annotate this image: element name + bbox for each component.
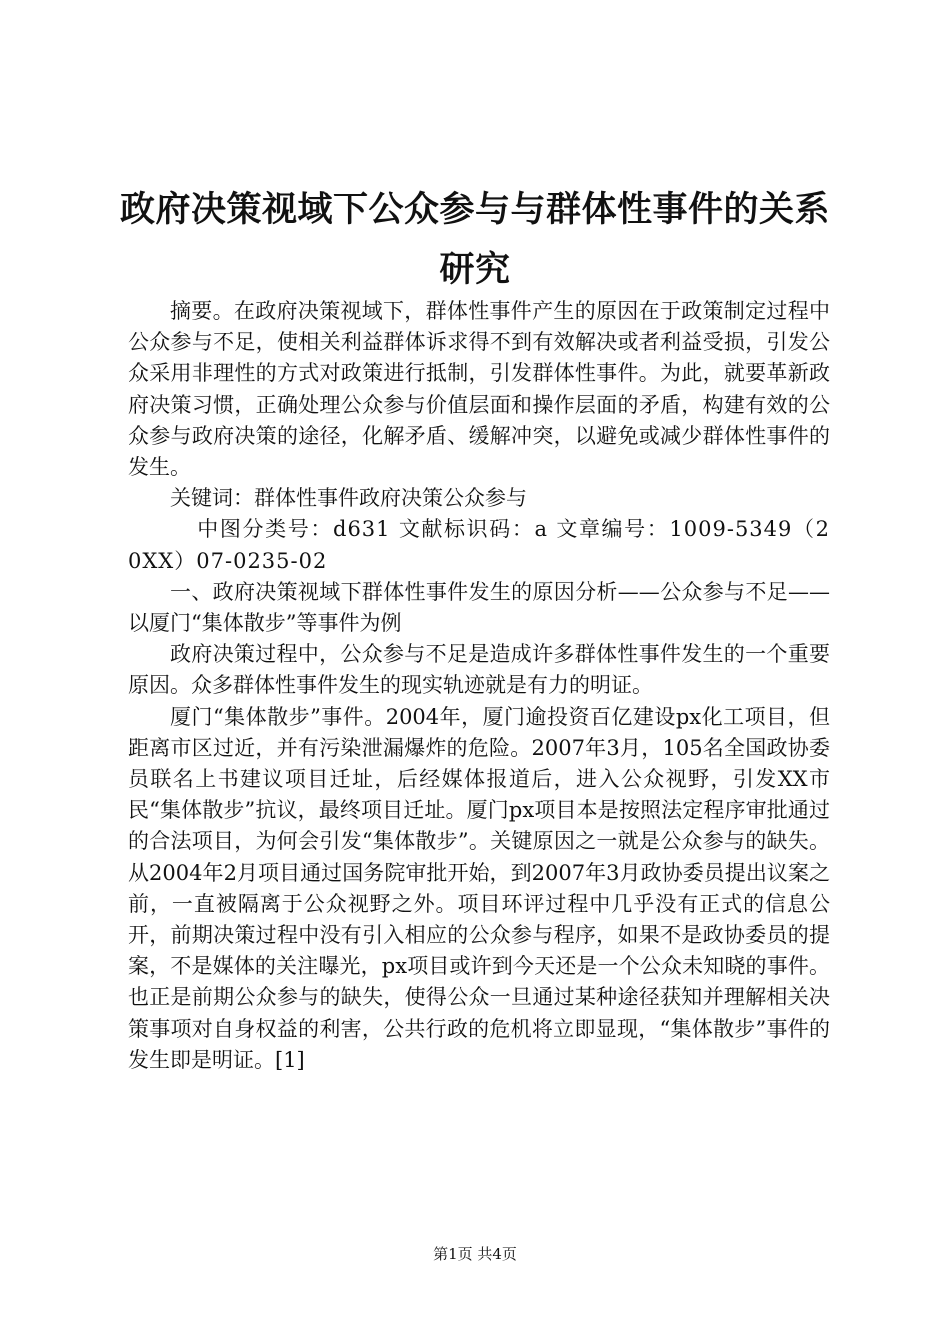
body-paragraph: 厦门“集体散步”事件。2004年，厦门逾投资百亿建设px化工项目，但距离市区过近，并有污染泄漏爆炸的危险。2007年3月，105名全国政协委员联名上书建议项目迁址，后经媒体报道后，进入公众视野，引发XX市民“集体散步”抗议，最终项目迁址。厦门px项目本是按照法定程序审批通过的合法项目，为何会引发“集体散步”。关键原因之一就是公众参与的缺失。从2004年2月项目通过国务院审批开始，到2007年3月政协委员提出议案之前，一直被隔离于公众视野之外。项目环评过程中几乎没有正式的信息公开，前期决策过程中没有引入相应的公众参与程序，如果不是政协委员的提案，不是媒体的关注曝光，px项目或许到今天还是一个公众未知晓的事件。也正是前期公众参与的缺失，使得公众一旦通过某种途径获知并理解相关决策事项对自身权益的利害，公共行政的危机将立即显现，“集体散步”事件的发生即是明证。[1] — [128, 704, 830, 1072]
abstract-paragraph: 摘要。在政府决策视域下，群体性事件产生的原因在于政策制定过程中公众参与不足，使相关利益群体诉求得不到有效解决或者利益受损，引发公众采用非理性的方式对政策进行抵制，引发群体性事件。为此，就要革新政府决策习惯，正确处理公众参与价值层面和操作层面的矛盾，构建有效的公众参与政府决策的途径，化解矛盾、缓解冲突，以避免或减少群体性事件的发生。 — [128, 299, 830, 480]
keywords-paragraph: 关键词：群体性事件政府决策公众参与 — [170, 486, 527, 511]
document-title-line-1: 政府决策视域下公众参与与群体性事件的关系 — [119, 189, 830, 230]
section-heading: 一、政府决策视域下群体性事件发生的原因分析——公众参与不足——以厦门“集体散步”等事件为例 — [128, 579, 830, 636]
classification-paragraph: 中图分类号：d631 文献标识码：a 文章编号：1009-5349（20XX）07-0235-02 — [128, 517, 830, 573]
document-body — [128, 296, 830, 1076]
document-title-line-2: 研究 — [439, 249, 511, 290]
page-footer: 第1页 共4页 — [433, 1245, 517, 1263]
body-paragraph: 政府决策过程中，公众参与不足是造成许多群体性事件发生的一个重要原因。众多群体性事件发生的现实轨迹就是有力的明证。 — [128, 642, 830, 698]
